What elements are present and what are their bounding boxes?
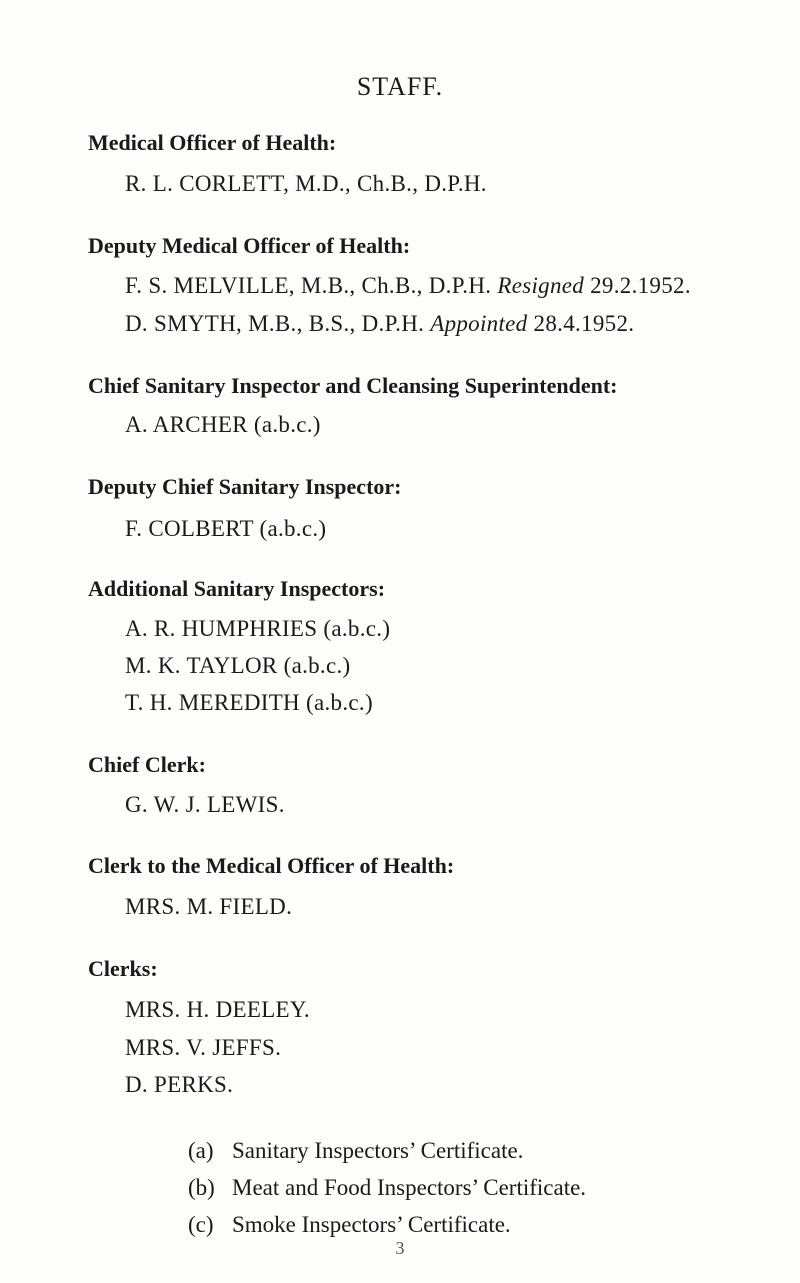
staff-date: 29.2.1952.: [590, 273, 691, 298]
staff-entry: [125, 792, 285, 818]
staff-entry: [125, 273, 691, 299]
staff-name: T. H. MEREDITH (a.b.c.): [125, 690, 373, 715]
page-number: 3: [395, 1238, 405, 1258]
footnote: [188, 1175, 586, 1201]
staff-entry: [125, 1072, 233, 1098]
staff-note: Appointed: [430, 311, 528, 336]
staff-entry: [125, 616, 390, 642]
staff-name: MRS. V. JEFFS.: [125, 1035, 282, 1060]
staff-name: A. ARCHER (a.b.c.): [125, 412, 321, 437]
staff-name: F. COLBERT (a.b.c.): [125, 516, 327, 541]
section-heading-deputy-chief-sanitary-inspector: Deputy Chief Sanitary Inspector:: [88, 474, 402, 499]
footnote-text: Smoke Inspectors’ Certificate.: [232, 1212, 511, 1237]
staff-name: G. W. J. LEWIS.: [125, 792, 285, 817]
staff-name: MRS. H. DEELEY.: [125, 997, 310, 1022]
staff-entry: [125, 311, 634, 337]
footnote-letter: (c): [188, 1212, 214, 1237]
section-heading-clerks: Clerks:: [88, 956, 158, 981]
section-heading-medical-officer: Medical Officer of Health:: [88, 130, 337, 155]
section-heading-deputy-medical-officer: Deputy Medical Officer of Health:: [88, 233, 411, 258]
staff-entry: [125, 894, 292, 920]
staff-entry: [125, 653, 351, 679]
footnote: [188, 1138, 523, 1164]
staff-entry: [125, 412, 321, 438]
staff-name: F. S. MELVILLE, M.B., Ch.B., D.P.H.: [125, 273, 492, 298]
staff-date: 28.4.1952.: [533, 311, 635, 336]
footnote: [188, 1212, 511, 1238]
footnote-letter: (b): [188, 1175, 215, 1200]
staff-note: Resigned: [497, 273, 585, 298]
staff-name: D. SMYTH, M.B., B.S., D.P.H.: [125, 311, 425, 336]
section-heading-chief-sanitary-inspector: Chief Sanitary Inspector and Cleansing Superintendent:: [88, 373, 618, 398]
staff-name: A. R. HUMPHRIES (a.b.c.): [125, 616, 391, 641]
page-title: STAFF.: [356, 72, 444, 101]
staff-name: MRS. M. FIELD.: [125, 894, 293, 919]
staff-entry: [125, 1035, 281, 1061]
section-heading-additional-sanitary-inspectors: Additional Sanitary Inspectors:: [88, 576, 386, 601]
staff-name: M. K. TAYLOR (a.b.c.): [125, 653, 351, 678]
staff-name: D. PERKS.: [125, 1072, 234, 1097]
footnote-text: Meat and Food Inspectors’ Certificate.: [232, 1175, 587, 1200]
staff-entry: [125, 690, 373, 716]
footnote-text: Sanitary Inspectors’ Certificate.: [232, 1138, 524, 1163]
staff-entry: [125, 516, 326, 542]
footnote-letter: (a): [188, 1138, 214, 1163]
staff-entry: [125, 171, 487, 197]
section-heading-chief-clerk: Chief Clerk:: [88, 752, 206, 777]
section-heading-clerk-to-moh: Clerk to the Medical Officer of Health:: [88, 853, 455, 878]
staff-name: R. L. CORLETT, M.D., Ch.B., D.P.H.: [125, 171, 487, 196]
staff-entry: [125, 997, 310, 1023]
